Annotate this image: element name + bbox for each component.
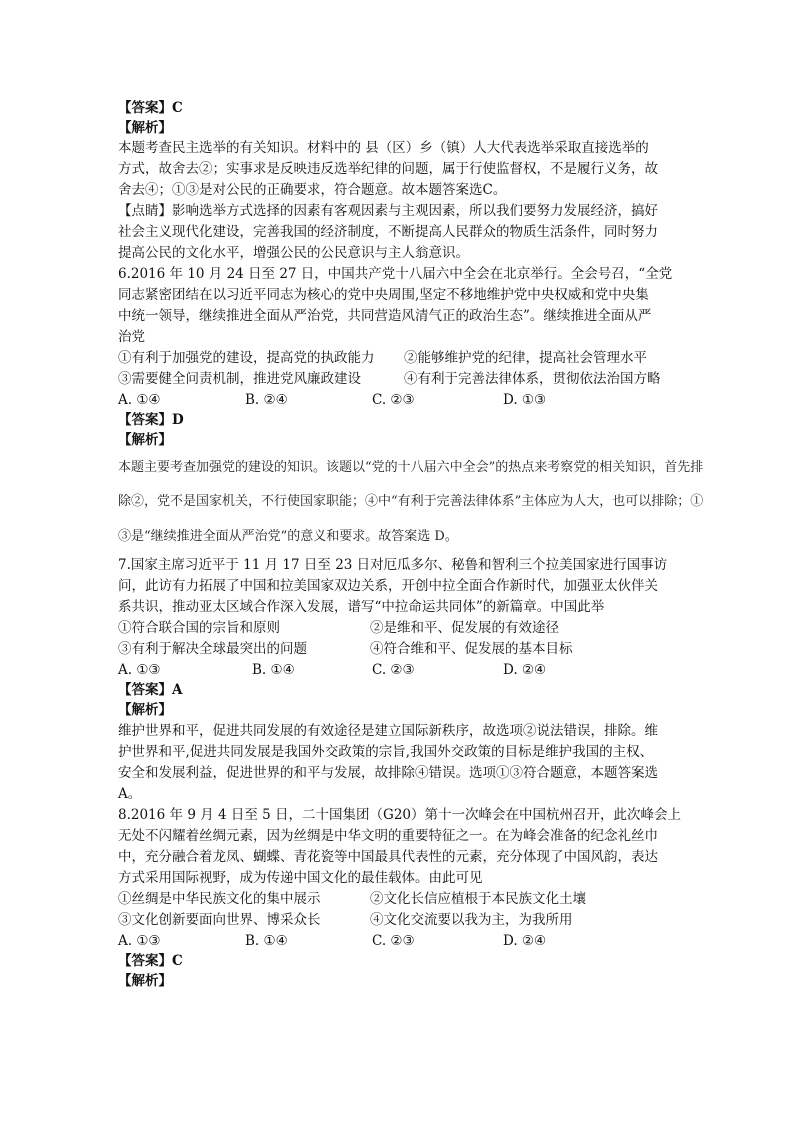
- q5-tip-line: 社会主义现代化建设，完善我国的经济制度，不断提高人民群众的物质生活条件，同时努力: [118, 224, 658, 240]
- q8-analysis-label: 【解析】: [118, 973, 172, 989]
- q8-option-d: D. ②④: [503, 933, 547, 949]
- q8-option-a: A. ①③: [118, 933, 161, 949]
- q6-stem-line: 同志紧密团结在以习近平同志为核心的党中央周围,坚定不移地维护党中央权威和党中央集: [118, 287, 649, 303]
- q6-answer: 【答案】D: [118, 412, 184, 428]
- q6-analysis-line: 本题主要考查加强党的建设的知识。该题以“党的十八届六中全会”的热点来考察党的相关知识，首先排: [118, 460, 704, 475]
- q7-answer: 【答案】A: [118, 682, 183, 698]
- q6-analysis-line: 除②，党不是国家机关，不行使国家职能；④中“有利于完善法律体系”主体应为人大，也可以排除；①: [118, 494, 704, 509]
- q8-stem-line: 无处不闪耀着丝绸元素，因为丝绸是中华文明的重要特征之一。在为峰会准备的纪念礼丝巾: [118, 828, 658, 844]
- q7-option-b: B. ①④: [252, 662, 295, 678]
- q6-analysis-label: 【解析】: [118, 432, 172, 448]
- q8-option-c: C. ②③: [372, 933, 415, 949]
- q7-statement-3: ③有利于解决全球最突出的问题: [118, 641, 307, 657]
- q8-statement-1: ①丝绸是中华民族文化的集中展示: [118, 891, 321, 907]
- q8-statement-3: ③文化创新要面向世界、博采众长: [118, 912, 321, 928]
- q7-stem-line: 系共识，推动亚太区域合作深入发展，谱写“中拉命运共同体”的新篇章。中国此举: [118, 599, 605, 615]
- q5-analysis-line: 方式，故舍去②；实事求是反映违反选举纪律的问题，属于行使监督权，不是履行义务，故: [118, 161, 658, 177]
- q5-tip-line: 提高公民的文化水平，增强公民的公民意识与主人翁意识。: [118, 245, 469, 261]
- q7-option-c: C. ②③: [372, 662, 415, 678]
- q6-option-d: D. ①③: [503, 392, 547, 408]
- q8-stem-line: 8.2016 年 9 月 4 日至 5 日，二十国集团（G20）第十一次峰会在中国杭州召开，此次峰会上: [118, 807, 682, 823]
- q6-option-a: A. ①④: [118, 392, 161, 408]
- q8-statement-4: ④文化交流要以我为主，为我所用: [370, 912, 573, 928]
- q8-stem-line: 方式采用国际视野，成为传递中国文化的最佳载体。由此可见: [118, 870, 483, 886]
- q7-statement-4: ④符合维和平、促发展的基本目标: [370, 641, 573, 657]
- q7-stem-line: 问，此访有力拓展了中国和拉美国家双边关系，开创中拉全面合作新时代，加强亚太伙伴关: [118, 578, 658, 594]
- q5-tip-line: 【点睛】影响选举方式选择的因素有客观因素与主观因素，所以我们要努力发展经济，搞好: [118, 203, 658, 219]
- q8-statement-2: ②文化长信应植根于本民族文化土壤: [370, 891, 586, 907]
- q7-analysis-line: A。: [118, 786, 142, 802]
- q5-answer: 【答案】C: [118, 100, 183, 116]
- q7-option-d: D. ②④: [503, 662, 547, 678]
- q6-statement-2: ②能够维护党的纪律，提高社会管理水平: [404, 350, 647, 366]
- q7-analysis-line: 维护世界和平，促进共同发展的有效途径是建立国际新秩序，故选项②说法错误，排除。维: [118, 723, 658, 739]
- q6-statement-1: ①有利于加强党的建设，提高党的执政能力: [118, 350, 375, 366]
- q6-analysis-line: ③是“继续推进全面从严治党”的意义和要求。故答案选 D。: [118, 529, 458, 544]
- q8-stem-line: 中，充分融合着龙凤、蝴蝶、青花瓷等中国最具代表性的元素，充分体现了中国风韵，表达: [118, 849, 658, 865]
- q6-option-b: B. ②④: [245, 392, 288, 408]
- q5-analysis-label: 【解析】: [118, 120, 172, 136]
- q6-stem-line: 治党: [118, 329, 145, 345]
- q5-analysis-line: 舍去④；①③是对公民的正确要求，符合题意。故本题答案选C。: [118, 182, 507, 198]
- q8-option-b: B. ①④: [245, 933, 288, 949]
- q7-analysis-line: 护世界和平,促进共同发展是我国外交政策的宗旨,我国外交政策的目标是维护我国的主权、: [118, 744, 654, 760]
- q7-analysis-line: 安全和发展利益，促进世界的和平与发展，故排除④错误。选项①③符合题意，本题答案选: [118, 765, 658, 781]
- q7-stem-line: 7.国家主席习近平于 11 月 17 日至 23 日对厄瓜多尔、秘鲁和智利三个拉美国家进行国事访: [118, 557, 668, 573]
- q7-option-a: A. ①③: [118, 662, 161, 678]
- q6-stem-line: 6.2016 年 10 月 24 日至 27 日，中国共产党十八届六中全会在北京举行。全会号召，“全党: [118, 266, 673, 282]
- q6-stem-line: 中统一领导，继续推进全面从严治党，共同营造风清气正的政治生态”。继续推进全面从严: [118, 308, 652, 324]
- q8-answer: 【答案】C: [118, 953, 183, 969]
- q7-statement-2: ②是维和平、促发展的有效途径: [370, 620, 559, 636]
- q7-analysis-label: 【解析】: [118, 702, 172, 718]
- q6-option-c: C. ②③: [372, 392, 415, 408]
- q5-analysis-line: 本题考查民主选举的有关知识。材料中的 县（区）乡（镇）人大代表选举采取直接选举的: [118, 140, 649, 156]
- q6-statement-4: ④有利于完善法律体系，贯彻依法治国方略: [404, 371, 661, 387]
- q7-statement-1: ①符合联合国的宗旨和原则: [118, 620, 280, 636]
- q6-statement-3: ③需要健全问责机制，推进党风廉政建设: [118, 371, 361, 387]
